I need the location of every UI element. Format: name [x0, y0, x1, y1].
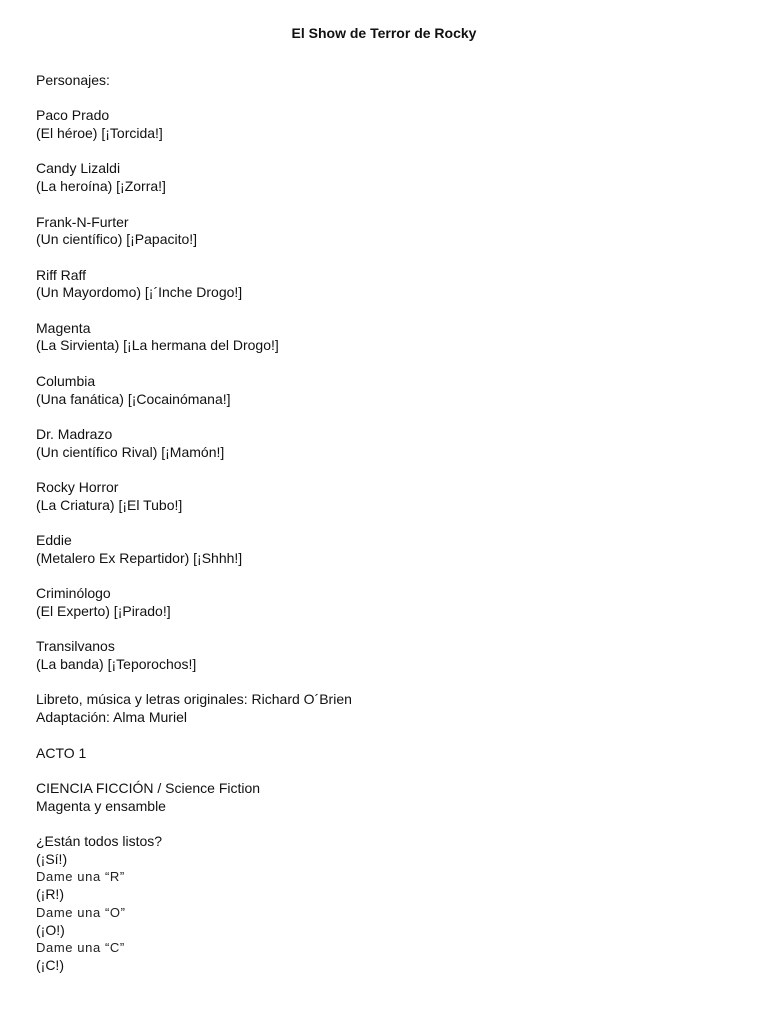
character-entry: [36, 214, 736, 267]
character-entry: [36, 532, 736, 585]
character-role: (Una fanática) [¡Cocainómana!]: [36, 390, 231, 407]
lyric-line: ¿Están todos listos?: [36, 833, 163, 849]
character-entry: [36, 160, 736, 213]
character-name: Rocky Horror: [36, 479, 119, 496]
lyric-line: Dame una “O”: [36, 904, 126, 920]
character-name: Frank-N-Furter: [36, 213, 129, 230]
character-name: Paco Prado: [36, 107, 110, 124]
lyric-line: Dame una “R”: [36, 869, 125, 885]
credits-libreto: Libreto, música y letras originales: Richard O´Brien: [36, 691, 352, 708]
character-name: Riff Raff: [36, 266, 87, 283]
character-entry: [36, 585, 736, 638]
lyrics-block: [36, 833, 736, 975]
character-role: (La Criatura) [¡El Tubo!]: [36, 496, 183, 513]
song-performers: Magenta y ensamble: [36, 797, 166, 814]
character-role: (El Experto) [¡Pirado!]: [36, 602, 171, 619]
lyric-line: Dame una “C”: [36, 940, 125, 956]
credits-adaptacion: Adaptación: Alma Muriel: [36, 709, 187, 726]
character-entry: [36, 320, 736, 373]
character-entry: [36, 426, 736, 479]
character-role: (Un científico) [¡Papacito!]: [36, 231, 198, 248]
character-role: (La Sirvienta) [¡La hermana del Drogo!]: [36, 337, 279, 354]
character-name: Magenta: [36, 319, 91, 336]
character-role: (La heroína) [¡Zorra!]: [36, 178, 166, 195]
character-entry: [36, 267, 736, 320]
character-entry: [36, 107, 736, 160]
lyric-line: (¡O!): [36, 921, 65, 938]
character-name: Candy Lizaldi: [36, 160, 121, 177]
lyric-line: (¡C!): [36, 956, 64, 973]
character-role: (Un Mayordomo) [¡´Inche Drogo!]: [36, 284, 243, 301]
character-name: Transilvanos: [36, 638, 115, 655]
character-entry: [36, 638, 736, 691]
document-body: [36, 72, 736, 975]
character-role: (Metalero Ex Repartidor) [¡Shhh!]: [36, 549, 243, 566]
personajes-heading: Personajes:: [36, 72, 110, 88]
character-name: Columbia: [36, 372, 96, 389]
character-role: (El héroe) [¡Torcida!]: [36, 125, 163, 142]
character-name: Dr. Madrazo: [36, 425, 113, 442]
character-list: [36, 107, 736, 691]
lyric-line: (¡R!): [36, 886, 64, 903]
character-name: Criminólogo: [36, 585, 111, 602]
character-role: (Un científico Rival) [¡Mamón!]: [36, 443, 225, 460]
song-title: CIENCIA FICCIÓN / Science Fiction: [36, 779, 261, 796]
act-heading: ACTO 1: [36, 744, 87, 761]
lyric-line: (¡Sí!): [36, 850, 68, 867]
character-name: Eddie: [36, 532, 72, 549]
character-entry: [36, 479, 736, 532]
character-role: (La banda) [¡Teporochos!]: [36, 656, 197, 673]
character-entry: [36, 373, 736, 426]
document-title: El Show de Terror de Rocky: [291, 25, 477, 41]
